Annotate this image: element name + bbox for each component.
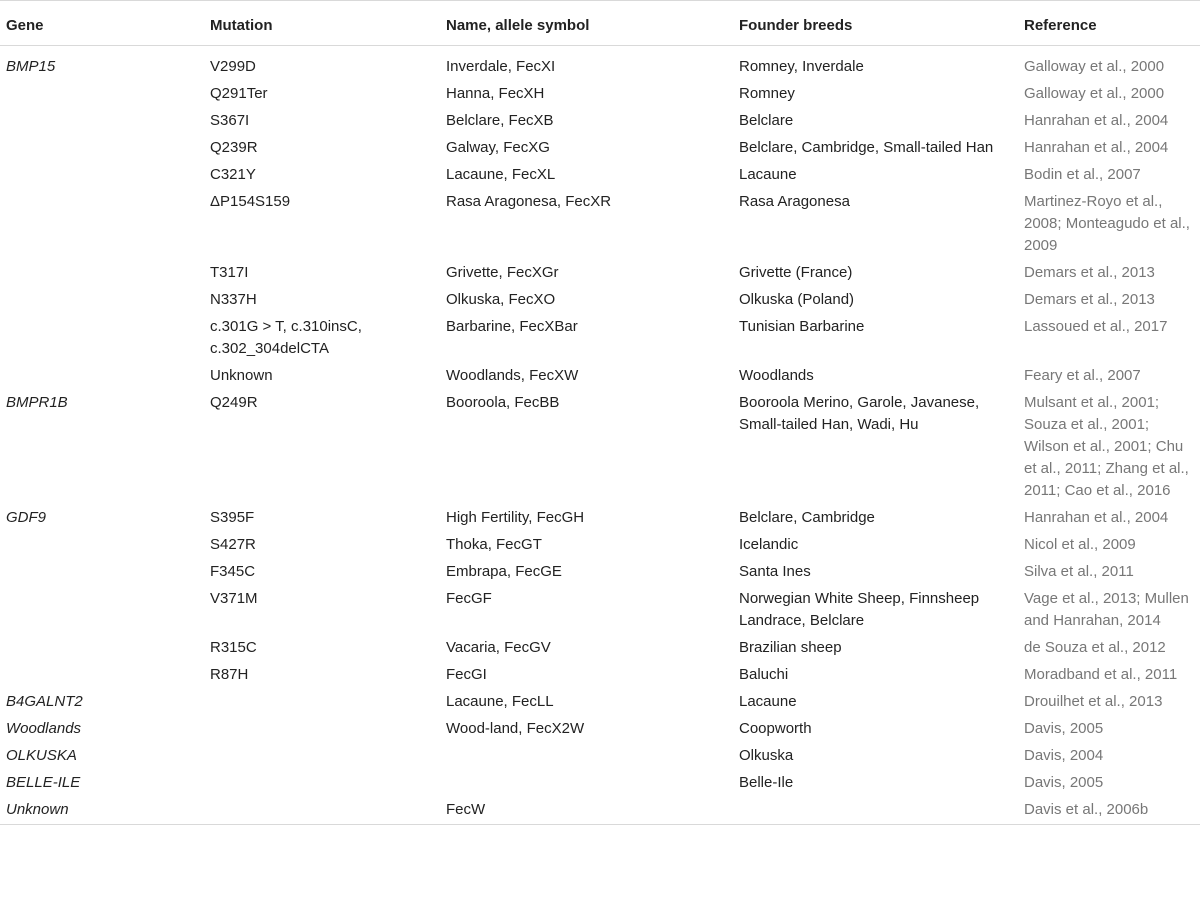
table-row (0, 81, 1200, 108)
mutation-cell: Q249R (210, 394, 258, 411)
reference-cell: Galloway et al., 2000 (1024, 58, 1165, 75)
gene-cell: GDF9 (6, 509, 47, 526)
gene-cell (0, 162, 204, 189)
founder-breeds-cell: Tunisian Barbarine (739, 318, 865, 335)
name-allele-cell: Booroola, FecBB (446, 394, 560, 411)
table-row (0, 662, 1200, 689)
founder-breeds-cell: Woodlands (739, 367, 814, 384)
name-allele-cell (440, 743, 733, 770)
name-allele-cell: Olkuska, FecXO (446, 291, 556, 308)
founder-breeds-cell: Lacaune (739, 166, 797, 183)
mutation-cell: c.301G > T, c.310insC, c.302_304delCTA (210, 318, 362, 357)
name-allele-cell: Wood-land, FecX2W (446, 720, 585, 737)
founder-breeds-cell: Booroola Merino, Garole, Javanese, Small-tailed Han, Wadi, Hu (739, 394, 980, 433)
gene-cell (0, 260, 204, 287)
reference-cell: Bodin et al., 2007 (1024, 166, 1141, 183)
table-row (0, 260, 1200, 287)
mutation-cell: T317I (210, 264, 249, 281)
table-row (0, 689, 1200, 716)
gene-cell: Unknown (0, 797, 204, 825)
reference-cell: Silva et al., 2011 (1024, 563, 1134, 580)
gene-cell (0, 635, 204, 662)
name-allele-cell: FecGF (446, 590, 492, 607)
name-allele-cell: Thoka, FecGT (446, 536, 542, 553)
name-allele-cell: FecGI (446, 666, 487, 683)
reference-cell: Hanrahan et al., 2004 (1024, 509, 1169, 526)
header-gene: Gene (0, 1, 204, 46)
mutation-cell: F345C (210, 563, 256, 580)
reference-cell: Drouilhet et al., 2013 (1024, 693, 1163, 710)
mutation-cell (204, 716, 440, 743)
mutation-cell: R87H (210, 666, 249, 683)
table-row (0, 716, 1200, 743)
founder-breeds-cell: Olkuska (739, 747, 794, 764)
founder-breeds-cell: Santa Ines (739, 563, 811, 580)
name-allele-cell: Grivette, FecXGr (446, 264, 559, 281)
table-row (0, 770, 1200, 797)
table-row (0, 189, 1200, 260)
table-row (0, 363, 1200, 390)
name-allele-cell: Embrapa, FecGE (446, 563, 562, 580)
name-allele-cell: FecW (440, 797, 733, 825)
reference-cell: Feary et al., 2007 (1024, 367, 1141, 384)
header-name-allele: Name, allele symbol (440, 1, 733, 46)
table-header (0, 1, 1200, 46)
table-row (0, 46, 1200, 82)
founder-breeds-cell: Romney, Inverdale (739, 58, 864, 75)
reference-cell: Davis, 2004 (1024, 747, 1104, 764)
table-row (0, 314, 1200, 363)
table-row (0, 586, 1200, 635)
reference-cell: Mulsant et al., 2001; Souza et al., 2001; Wilson et al., 2001; Chu et al., 2011; Zhang et al., 2011; Cao et al., 2016 (1024, 394, 1189, 499)
founder-breeds-cell: Belclare (739, 112, 794, 129)
founder-breeds-cell: Olkuska (Poland) (739, 291, 855, 308)
name-allele-cell: Belclare, FecXB (446, 112, 554, 129)
founder-breeds-cell: Lacaune (739, 693, 797, 710)
mutation-cell: S367I (210, 112, 250, 129)
name-allele-cell: Inverdale, FecXI (446, 58, 556, 75)
name-allele-cell: Barbarine, FecXBar (446, 318, 578, 335)
table-row (0, 635, 1200, 662)
mutation-cell: Q291Ter (210, 85, 268, 102)
name-allele-cell: High Fertility, FecGH (446, 509, 585, 526)
founder-breeds-cell (733, 797, 1023, 825)
gene-cell (0, 108, 204, 135)
name-allele-cell: Rasa Aragonesa, FecXR (446, 193, 612, 210)
founder-breeds-cell: Rasa Aragonesa (739, 193, 850, 210)
gene-cell (0, 532, 204, 559)
gene-cell (0, 314, 204, 363)
mutation-cell: R315C (210, 639, 257, 656)
table-row (0, 559, 1200, 586)
gene-cell: OLKUSKA (6, 747, 77, 764)
reference-cell: de Souza et al., 2012 (1024, 639, 1166, 656)
gene-cell (0, 662, 204, 689)
reference-cell: Moradband et al., 2011 (1024, 666, 1178, 683)
gene-cell (0, 363, 204, 390)
mutation-cell: ΔP154S159 (210, 193, 291, 210)
gene-cell (0, 287, 204, 314)
table-row (0, 135, 1200, 162)
name-allele-cell: Galway, FecXG (446, 139, 550, 156)
reference-cell: Demars et al., 2013 (1024, 291, 1155, 308)
gene-cell (0, 586, 204, 635)
table-row (0, 287, 1200, 314)
founder-breeds-cell: Baluchi (739, 666, 789, 683)
mutation-cell (204, 743, 440, 770)
founder-breeds-cell: Belclare, Cambridge (739, 509, 875, 526)
founder-breeds-cell: Icelandic (739, 536, 799, 553)
name-allele-cell: Vacaria, FecGV (446, 639, 551, 656)
mutation-cell: S427R (210, 536, 256, 553)
founder-breeds-cell: Belle-Ile (739, 774, 794, 791)
mutation-cell: V299D (210, 58, 256, 75)
table-row (0, 505, 1200, 532)
reference-cell: Davis et al., 2006b (1023, 797, 1200, 825)
founder-breeds-cell: Coopworth (739, 720, 812, 737)
founder-breeds-cell: Norwegian White Sheep, Finnsheep Landrace, Belclare (739, 590, 980, 629)
gene-cell: BMP15 (6, 58, 56, 75)
header-mutation: Mutation (204, 1, 440, 46)
name-allele-cell: Hanna, FecXH (446, 85, 545, 102)
gene-cell (0, 559, 204, 586)
mutation-cell: Q239R (210, 139, 258, 156)
reference-cell: Demars et al., 2013 (1024, 264, 1155, 281)
name-allele-cell: Woodlands, FecXW (446, 367, 579, 384)
gene-cell: BMPR1B (6, 394, 68, 411)
reference-cell: Davis, 2005 (1024, 774, 1104, 791)
reference-cell: Galloway et al., 2000 (1024, 85, 1165, 102)
gene-cell (0, 81, 204, 108)
mutation-cell: C321Y (210, 166, 256, 183)
mutation-cell (204, 770, 440, 797)
table-body (0, 46, 1200, 825)
mutation-cell: S395F (210, 509, 255, 526)
mutation-cell (204, 689, 440, 716)
reference-cell: Lassoued et al., 2017 (1024, 318, 1168, 335)
mutation-cell (204, 797, 440, 825)
header-founder-breeds: Founder breeds (733, 1, 1023, 46)
reference-cell: Hanrahan et al., 2004 (1024, 112, 1169, 129)
name-allele-cell (440, 770, 733, 797)
header-row (0, 1, 1200, 46)
table-row (0, 108, 1200, 135)
gene-cell (0, 189, 204, 260)
table-row (0, 532, 1200, 559)
founder-breeds-cell: Belclare, Cambridge, Small-tailed Han (739, 139, 994, 156)
founder-breeds-cell: Romney (739, 85, 795, 102)
founder-breeds-cell: Brazilian sheep (739, 639, 842, 656)
gene-cell: BELLE-ILE (6, 774, 81, 791)
gene-cell (0, 135, 204, 162)
reference-cell: Vage et al., 2013; Mullen and Hanrahan, 2014 (1024, 590, 1189, 629)
mutation-cell: Unknown (210, 367, 273, 384)
table-row (0, 162, 1200, 189)
gene-cell: Woodlands (6, 720, 82, 737)
header-reference: Reference (1023, 1, 1200, 46)
reference-cell: Davis, 2005 (1024, 720, 1104, 737)
name-allele-cell: Lacaune, FecLL (446, 693, 554, 710)
reference-cell: Martinez-Royo et al., 2008; Monteagudo et al., 2009 (1024, 193, 1190, 254)
mutation-cell: V371M (210, 590, 258, 607)
reference-cell: Nicol et al., 2009 (1024, 536, 1136, 553)
founder-breeds-cell: Grivette (France) (739, 264, 853, 281)
table-row (0, 743, 1200, 770)
mutation-cell: N337H (210, 291, 257, 308)
table-row (0, 797, 1200, 825)
reference-cell: Hanrahan et al., 2004 (1024, 139, 1169, 156)
table-row (0, 390, 1200, 505)
name-allele-cell: Lacaune, FecXL (446, 166, 556, 183)
gene-cell: B4GALNT2 (6, 693, 83, 710)
